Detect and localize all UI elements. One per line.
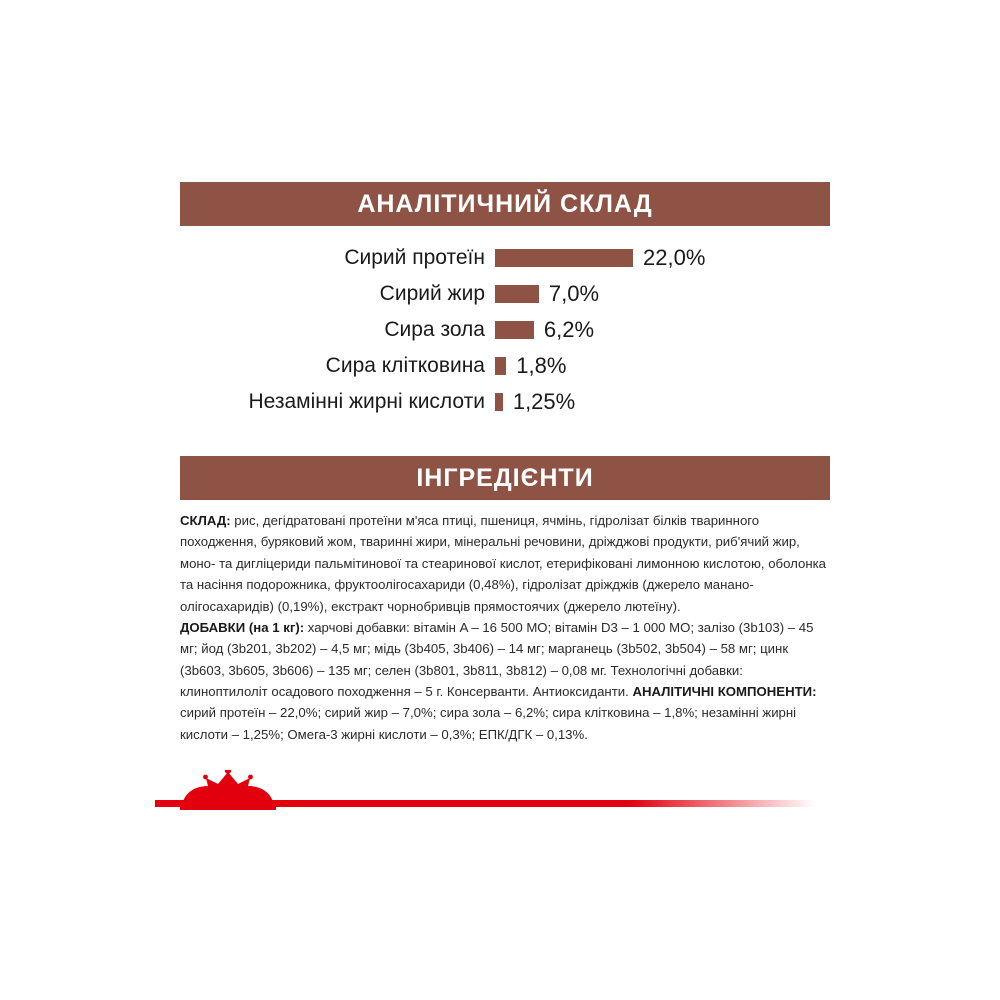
analytical-row-label: Незамінні жирні кислоти [248, 390, 485, 413]
analytical-bar-fill [495, 357, 506, 375]
analytical-row [180, 348, 830, 384]
components-text: сирий протеїн – 22,0%; сирий жир – 7,0%; сира зола – 6,2%; сира клітковина – 1,8%; незамінні жирні кислоти – 1,25%; Омега-3 жирні кислоти – 0,3%; ЕПК/ДГК – 0,13%. [180, 705, 797, 742]
analytical-row-bar [495, 389, 575, 415]
analytical-bar-fill [495, 249, 633, 267]
analytical-row-bar [495, 281, 599, 307]
analytical-row-bar [495, 317, 594, 343]
analytical-bar-fill [495, 321, 534, 339]
analytical-row-value: 22,0% [643, 245, 706, 270]
analytical-row-label: Сира клітковина [325, 354, 485, 377]
ingredients-banner: ІНГРЕДІЄНТИ [180, 456, 830, 500]
royal-canin-crown-icon [178, 770, 290, 812]
components-label: АНАЛІТИЧНІ КОМПОНЕНТИ: [632, 684, 817, 699]
analytical-row-bar [495, 245, 705, 271]
composition-label: СКЛАД: [180, 513, 231, 528]
analytical-bar-fill [495, 285, 539, 303]
composition-text: рис, дегідратовані протеїни м'яса птиці, пшениця, ячмінь, гідролізат білків тваринного походження, буряковий жом, тваринні жири, мінеральні речовини, дріжджові продукти, риб'ячий жир, моно- та дигліцериди пальмітинової та стеаринової кислот, етерифіковані лимонною кислотою, оболонка та насіння подорожника, фруктоолігосахариди (0,48%), гідролізат дріжджів (джерело мананоолігосахаридів) (0,19%), екстракт чорнобривців прямостоячих (джерело лютеїну). [180, 513, 827, 614]
analytical-composition-banner: АНАЛІТИЧНИЙ СКЛАД [180, 182, 830, 226]
additives-text: харчові добавки: вітамін A – 16 500 МО; вітамін D3 – 1 000 МО; залізо (3b103) – 45 мг; йод (3b201, 3b202) – 4,5 мг; мідь (3b405, 3b406) – 14 мг; марганець (3b502, 3b504) – 58 мг; цинк (3b603, 3b605, 3b606) – 135 мг; селен (3b801, 3b811, 3b812) – 0,08 мг. Технологічні добавки: клиноптилоліт осадового походження – 5 г. Консерванти. Антиоксиданти. [180, 619, 814, 699]
analytical-row-label: Сира зола [384, 318, 485, 341]
analytical-row-value: 1,25% [512, 389, 576, 414]
additives-label: ДОБАВКИ (на 1 кг): [180, 619, 305, 635]
analytical-row [180, 240, 830, 276]
ingredients-text-block [180, 510, 830, 745]
analytical-row-value: 6,2% [543, 317, 595, 342]
analytical-bar-fill [495, 393, 503, 411]
ingredients-paragraph [180, 510, 830, 745]
analytical-bar-chart [180, 240, 830, 420]
analytical-row-label: Сирий жир [379, 282, 485, 305]
analytical-row [180, 312, 830, 348]
analytical-row-bar [495, 353, 566, 379]
analytical-row-label: Сирий протеїн [344, 246, 485, 269]
analytical-row [180, 384, 830, 420]
brand-footer [0, 770, 1000, 830]
analytical-row-value: 7,0% [548, 281, 600, 306]
analytical-row [180, 276, 830, 312]
analytical-row-value: 1,8% [516, 353, 567, 378]
